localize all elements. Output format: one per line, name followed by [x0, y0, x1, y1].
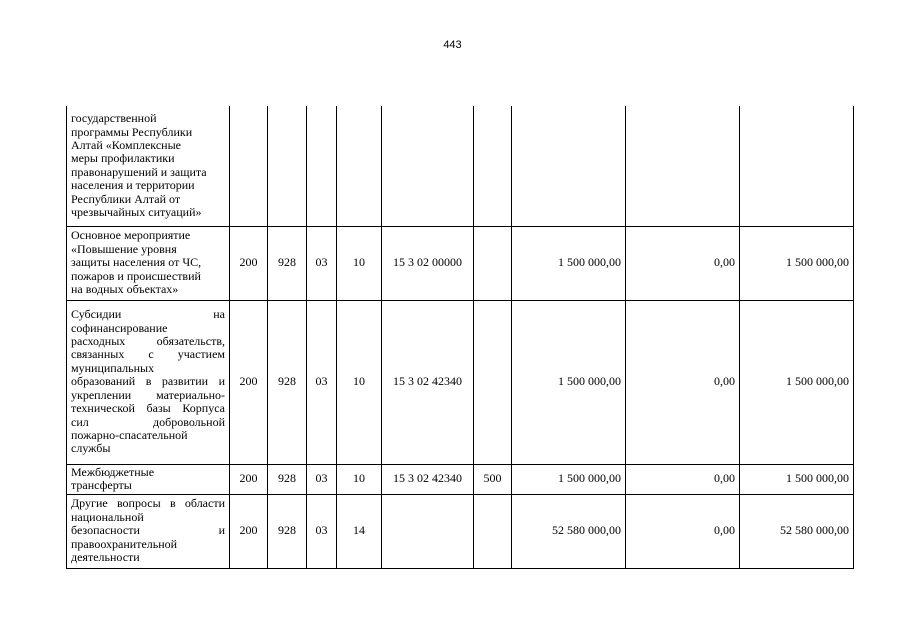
cell-amount-2: 0,00 — [626, 226, 740, 300]
cell-code-2: 928 — [268, 300, 307, 464]
description-line: Другие вопросы в области — [71, 496, 225, 511]
cell-code-1: 200 — [230, 464, 268, 494]
description-line: Субсидии на — [71, 307, 225, 322]
row-description — [67, 494, 230, 568]
cell-amount-1 — [512, 106, 626, 226]
description-line: на водных объектах» — [71, 282, 179, 297]
cell-code-1: 200 — [230, 226, 268, 300]
description-line: Основное мероприятие — [71, 228, 191, 243]
description-line: Межбюджетные — [71, 464, 155, 479]
budget-table — [66, 106, 854, 569]
cell-code-3: 03 — [307, 300, 337, 464]
description-line: правоохранительной — [71, 536, 178, 551]
row-description — [67, 106, 230, 226]
description-line: сил добровольной — [71, 414, 225, 429]
cell-target-article — [382, 106, 474, 226]
cell-amount-1: 1 500 000,00 — [512, 300, 626, 464]
cell-code-3: 03 — [307, 226, 337, 300]
cell-expense-type — [474, 494, 512, 568]
cell-amount-2: 0,00 — [626, 300, 740, 464]
cell-code-1 — [230, 106, 268, 226]
table-row — [67, 300, 854, 464]
cell-amount-3: 52 580 000,00 — [740, 494, 854, 568]
description-line: Алтай «Комплексные — [71, 137, 181, 152]
cell-expense-type — [474, 226, 512, 300]
cell-amount-2: 0,00 — [626, 494, 740, 568]
cell-code-4 — [337, 106, 382, 226]
cell-code-2 — [268, 106, 307, 226]
table-row — [67, 106, 854, 226]
description-line: расходных обязательств, — [71, 334, 225, 349]
cell-amount-2 — [626, 106, 740, 226]
cell-code-3: 03 — [307, 494, 337, 568]
table-row — [67, 226, 854, 300]
description-line: пожарно-спасательной — [71, 427, 188, 442]
cell-code-2: 928 — [268, 226, 307, 300]
description-line: образований в развитии и — [71, 374, 225, 389]
cell-code-3 — [307, 106, 337, 226]
cell-code-4: 14 — [337, 494, 382, 568]
cell-target-article: 15 3 02 42340 — [382, 464, 474, 494]
cell-amount-1: 52 580 000,00 — [512, 494, 626, 568]
description-line: меры профилактики — [71, 151, 175, 166]
cell-target-article: 15 3 02 42340 — [382, 300, 474, 464]
cell-amount-3: 1 500 000,00 — [740, 464, 854, 494]
page-number: 443 — [443, 39, 462, 51]
description-line: укреплении материально- — [71, 387, 225, 402]
cell-code-1: 200 — [230, 300, 268, 464]
cell-code-2: 928 — [268, 464, 307, 494]
row-description — [67, 464, 230, 494]
cell-target-article — [382, 494, 474, 568]
description-line: пожаров и происшествий — [71, 268, 201, 283]
description-line: защиты населения от ЧС, — [71, 255, 202, 270]
description-line: связанных с участием — [71, 347, 225, 362]
cell-amount-3: 1 500 000,00 — [740, 300, 854, 464]
description-line: правонарушений и защита — [71, 164, 207, 179]
description-line: деятельности — [71, 550, 140, 565]
description-line: Республики Алтай от — [71, 191, 181, 206]
description-line: чрезвычайных ситуаций» — [71, 204, 202, 219]
description-line: технической базы Корпуса — [71, 401, 225, 416]
table-row — [67, 464, 854, 494]
table-row — [67, 494, 854, 568]
description-line: национальной — [71, 509, 144, 524]
description-line: программы Республики — [71, 124, 193, 139]
description-line: безопасности и — [71, 523, 225, 538]
cell-code-3: 03 — [307, 464, 337, 494]
description-line: трансферты — [71, 478, 132, 492]
description-line: населения и территории — [71, 178, 195, 193]
cell-amount-3 — [740, 106, 854, 226]
cell-code-1: 200 — [230, 494, 268, 568]
row-description — [67, 226, 230, 300]
cell-expense-type — [474, 106, 512, 226]
description-line: государственной — [71, 111, 157, 126]
description-line: муниципальных — [71, 360, 155, 375]
cell-amount-3: 1 500 000,00 — [740, 226, 854, 300]
cell-expense-type: 500 — [474, 464, 512, 494]
description-line: «Повышение уровня — [71, 241, 177, 256]
cell-amount-2: 0,00 — [626, 464, 740, 494]
cell-code-4: 10 — [337, 300, 382, 464]
cell-code-2: 928 — [268, 494, 307, 568]
cell-amount-1: 1 500 000,00 — [512, 464, 626, 494]
description-line: службы — [71, 441, 111, 456]
description-line: софинансирование — [71, 320, 168, 335]
cell-code-4: 10 — [337, 464, 382, 494]
cell-amount-1: 1 500 000,00 — [512, 226, 626, 300]
cell-expense-type — [474, 300, 512, 464]
cell-target-article: 15 3 02 00000 — [382, 226, 474, 300]
cell-code-4: 10 — [337, 226, 382, 300]
row-description — [67, 300, 230, 464]
